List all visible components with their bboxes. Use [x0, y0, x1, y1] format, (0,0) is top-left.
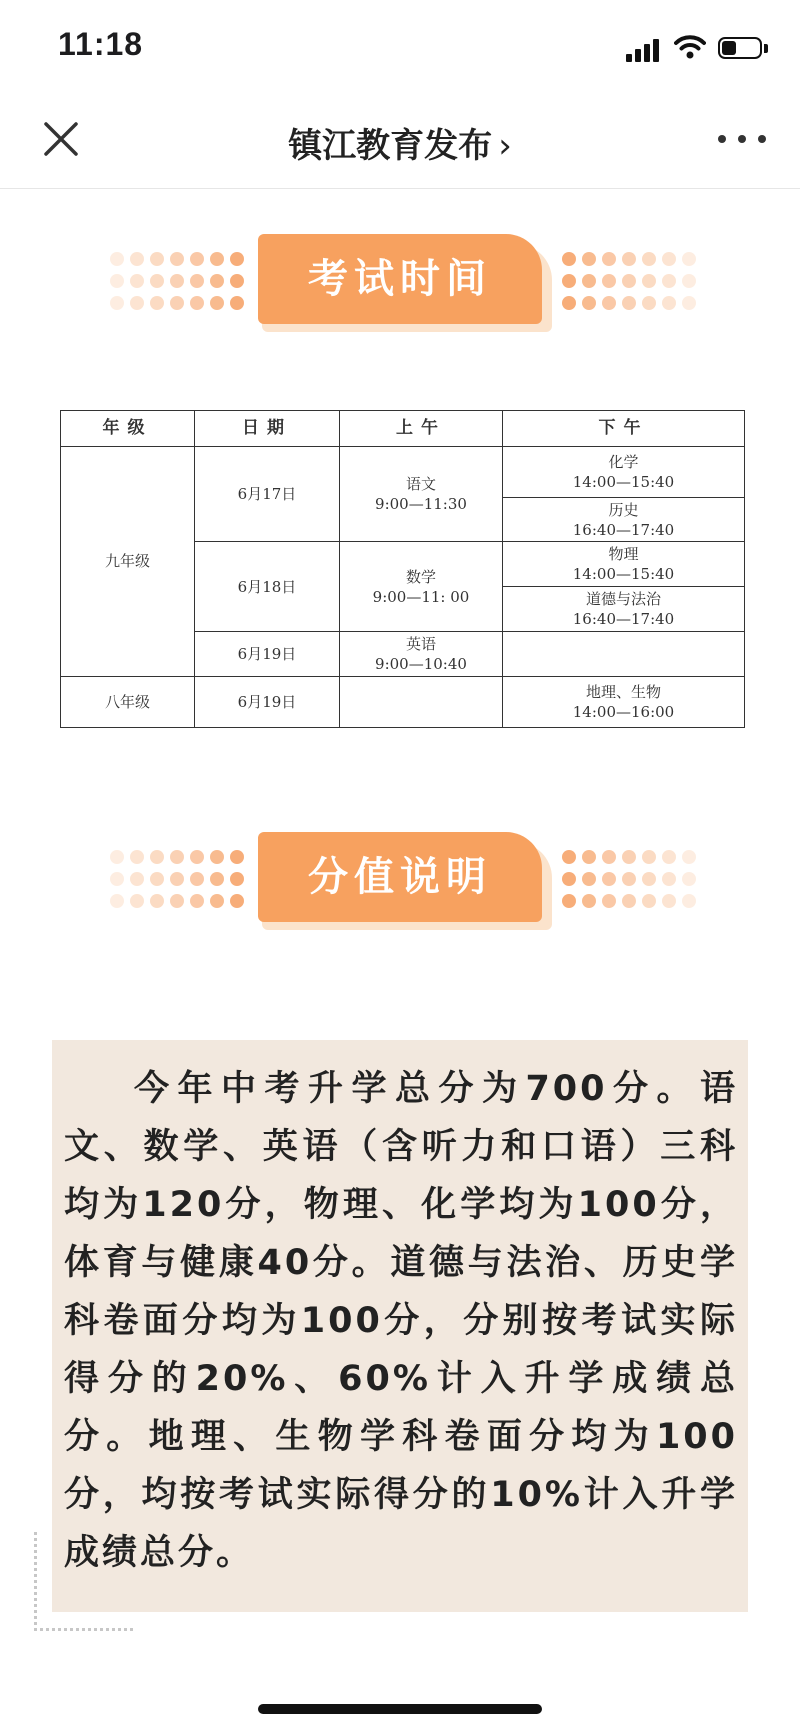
- morning-cell: [340, 542, 503, 632]
- afternoon-cell: [503, 677, 745, 728]
- score-description-text: 今年中考升学总分为700分。语文、数学、英语（含听力和口语）三科均为120分，物理、化学均为100分，体育与健康40分。道德与法治、历史学科卷面分均为100分，分别按考试实际得分的20%、60%计入升学成绩总分。地理、生物学科卷面分均为100分，均按考试实际得分的10%计入升学成绩总分。: [64, 1069, 738, 1573]
- home-indicator[interactable]: [258, 1704, 542, 1714]
- decorative-dots-right: [562, 252, 692, 310]
- score-section-header: [0, 832, 800, 932]
- subject-label: 地理、生物: [585, 683, 661, 701]
- afternoon-cell: [503, 542, 745, 587]
- subject-label: 化学: [608, 452, 639, 471]
- nav-bar: [0, 96, 800, 189]
- date-cell: 6月17日: [195, 446, 340, 542]
- table-row: [61, 677, 745, 728]
- wifi-icon: [674, 34, 706, 60]
- account-name: 镇江教育发布: [288, 126, 493, 166]
- subject-label: 历史: [608, 500, 639, 519]
- exam-schedule-table: [60, 410, 745, 728]
- subject-label: 物理: [608, 545, 639, 564]
- header-morning: 上午: [340, 411, 503, 447]
- date-cell: 6月19日: [195, 677, 340, 728]
- status-bar: [0, 0, 800, 96]
- time-label: 14:00—15:40: [572, 565, 675, 584]
- cellular-signal-icon: [626, 38, 662, 62]
- time-label: 16:40—17:40: [572, 610, 675, 629]
- header-date: 日期: [195, 411, 340, 447]
- decorative-dots-left: [110, 252, 240, 310]
- afternoon-cell: [503, 587, 745, 632]
- time-label: 9:00—11: 00: [372, 587, 470, 606]
- more-options-button[interactable]: [718, 130, 766, 148]
- decorative-dots-right: [562, 850, 692, 908]
- date-cell: 6月18日: [195, 542, 340, 632]
- score-description-box: [52, 1040, 748, 1612]
- chevron-right-icon: ›: [498, 126, 512, 166]
- afternoon-cell: [503, 497, 745, 542]
- time-label: 16:40—17:40: [572, 520, 675, 539]
- header-grade: 年级: [61, 411, 195, 447]
- afternoon-cell: [503, 446, 745, 497]
- time-label: 9:00—10:40: [375, 655, 467, 674]
- time-label: 14:00—15:40: [572, 472, 675, 491]
- battery-icon: [718, 37, 768, 61]
- exam-time-section-header: [0, 234, 800, 334]
- time-label: 14:00—16:00: [572, 703, 675, 721]
- section-title: 分值说明: [258, 832, 542, 922]
- section-title: 考试时间: [258, 234, 542, 324]
- status-time: 11:18: [58, 26, 144, 62]
- grade-cell: 八年级: [61, 677, 195, 728]
- subject-label: 语文: [405, 475, 436, 494]
- account-title-link[interactable]: [0, 118, 800, 167]
- table-header-row: [61, 411, 745, 447]
- table-row: [61, 446, 745, 497]
- morning-cell: [340, 632, 503, 677]
- afternoon-cell: [503, 632, 745, 677]
- subject-label: 数学: [405, 567, 436, 586]
- subject-label: 英语: [405, 635, 436, 654]
- date-cell: 6月19日: [195, 632, 340, 677]
- time-label: 9:00—11:30: [375, 495, 467, 514]
- header-afternoon: 下午: [503, 411, 745, 447]
- subject-label: 道德与法治: [585, 590, 661, 609]
- morning-cell: [340, 446, 503, 542]
- morning-cell: [340, 677, 503, 728]
- grade-cell: 九年级: [61, 446, 195, 676]
- decorative-dots-left: [110, 850, 240, 908]
